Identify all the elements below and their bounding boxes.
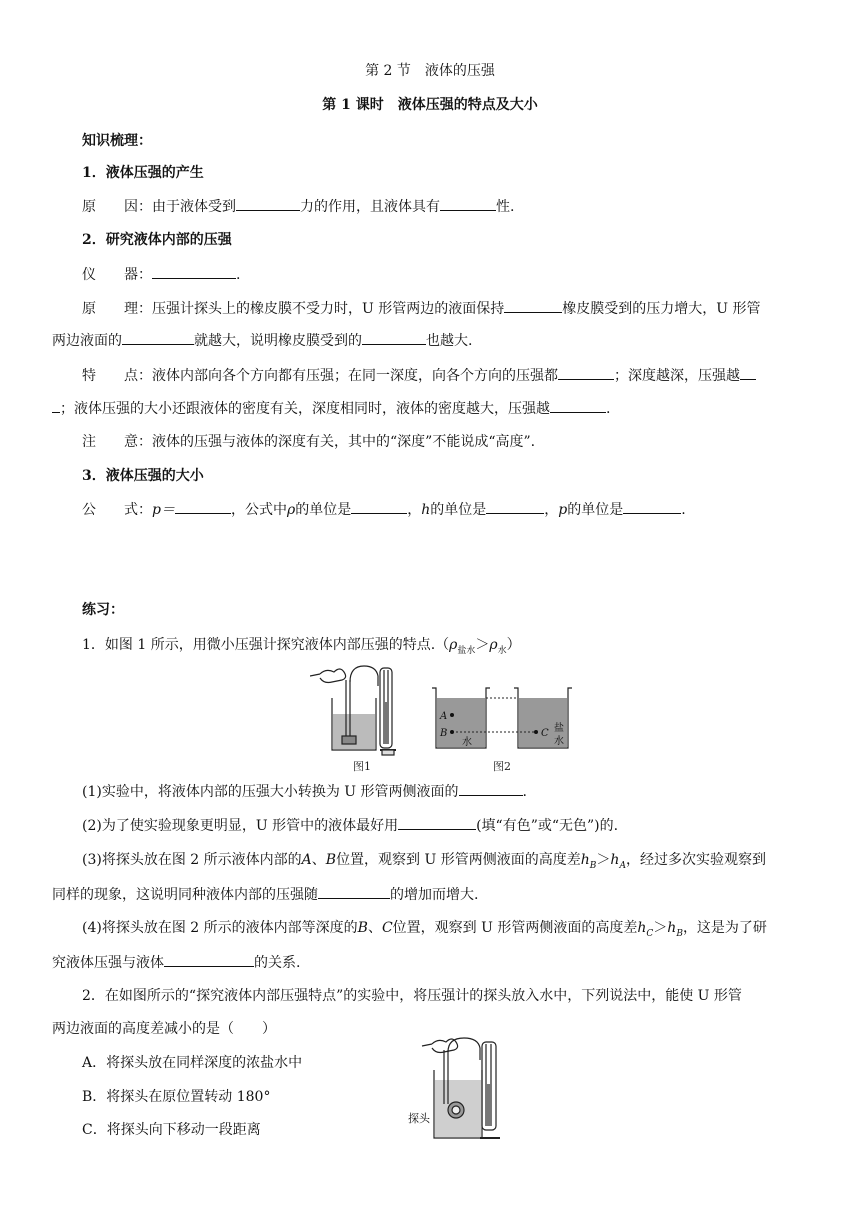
blank[interactable] xyxy=(164,952,254,967)
heading-liquid-pressure-origin: 1．液体压强的产生 xyxy=(82,165,204,181)
blank[interactable] xyxy=(318,884,390,899)
q1-sub3-line2: 同样的现象，这说明同种液体内部的压强随 的增加而增大. xyxy=(52,884,478,905)
blank[interactable] xyxy=(152,264,236,279)
blank[interactable] xyxy=(362,330,426,345)
q2-option-b[interactable]: B．将探头在原位置转动 180° xyxy=(82,1089,271,1105)
q2-figure xyxy=(404,1034,514,1146)
q1-sub3-line1: (3)将探头放在图 2 所示液体内部的A、B位置，观察到 U 形管两侧液面的高度差$h_B>h_A$，经过多次实验观察到 xyxy=(82,852,766,871)
feature-line-1: 特 点：液体内部向各个方向都有压强；在同一深度，向各个方向的压强都 ；深度越深，压强越 xyxy=(82,365,756,386)
blank[interactable] xyxy=(459,781,523,796)
blank[interactable] xyxy=(504,298,562,313)
q1-sub1: (1)实验中，将液体内部的压强大小转换为 U 形管两侧液面的 . xyxy=(82,781,527,802)
blank[interactable] xyxy=(486,499,544,514)
feature-line-2: ；液体压强的大小还跟液体的密度有关，深度相同时，液体的密度越大，压强越 . xyxy=(52,398,610,419)
blank[interactable] xyxy=(122,330,194,345)
q2-probe-label: 探头 xyxy=(408,1112,430,1125)
principle-line-1: 原 理：压强计探头上的橡皮膜不受力时，U 形管两边的液面保持 橡皮膜受到的压力增大，U 形管 xyxy=(82,298,761,319)
heading-research-internal-pressure: 2．研究液体内部的压强 xyxy=(82,232,232,248)
cause-line: 原 因：由于液体受到 力的作用，且液体具有 性. xyxy=(82,196,514,217)
formula-line: 公 式：p＝ ，公式中ρ的单位是 ，h的单位是 ，p的单位是 . xyxy=(82,499,686,520)
fig2-label-a: A xyxy=(440,711,448,722)
blank[interactable] xyxy=(440,196,496,211)
q1-figures xyxy=(310,658,580,778)
blank[interactable] xyxy=(550,398,606,413)
blank[interactable] xyxy=(175,499,231,514)
blank[interactable] xyxy=(740,365,756,380)
q2-stem-line2: 两边液面的高度差减小的是（ ） xyxy=(52,1021,276,1037)
fig2-label-salt-water: 水 xyxy=(554,736,564,747)
fig2-label-b: B xyxy=(440,728,448,739)
note-line: 注 意：液体的压强与液体的深度有关，其中的“深度”不能说成“高度”. xyxy=(82,434,536,450)
fig2-label-salt: 盐 xyxy=(554,723,564,734)
section-title: 第 2 节 液体的压强 xyxy=(365,63,495,79)
q1-stem: 1．如图 1 所示，用微小压强计探究液体内部压强的特点$.(\rho_{盐水}>\rho_水)$ xyxy=(82,637,521,656)
q2-stem-line1: 2．在如图所示的“探究液体内部压强特点”的实验中，将压强计的探头放入水中，下列说法中，能使 U 形管 xyxy=(82,988,742,1004)
q1-sub2: (2)为了使实验现象更明显，U 形管中的液体最好用 (填“有色”或“无色”)的. xyxy=(82,815,618,836)
fig1-caption: 图1 xyxy=(353,760,371,773)
q1-sub4-line2: 究液体压强与液体 的关系. xyxy=(52,952,300,973)
q1-sub4-line1: (4)将探头放在图 2 所示的液体内部等深度的B、C位置，观察到 U 形管两侧液面的高度差$h_C>h_B$，这是为了研 xyxy=(82,920,767,939)
fig2-label-c: C xyxy=(541,728,549,739)
q2-option-a[interactable]: A．将探头放在同样深度的浓盐水中 xyxy=(82,1055,303,1071)
lesson-title: 第 1 课时 液体压强的特点及大小 xyxy=(322,97,538,113)
blank[interactable] xyxy=(558,365,614,380)
fig2-caption: 图2 xyxy=(493,760,511,773)
blank[interactable] xyxy=(398,815,476,830)
practice-heading: 练习： xyxy=(82,602,124,618)
principle-line-2: 两边液面的 就越大，说明橡皮膜受到的 也越大. xyxy=(52,330,472,351)
blank[interactable] xyxy=(236,196,300,211)
summary-heading: 知识梳理： xyxy=(82,133,152,149)
fig2-label-water: 水 xyxy=(462,737,472,748)
instrument-line: 仪 器： . xyxy=(82,264,240,285)
blank[interactable] xyxy=(351,499,407,514)
fig2-beakers xyxy=(432,688,572,748)
heading-pressure-magnitude: 3．液体压强的大小 xyxy=(82,468,204,484)
blank[interactable] xyxy=(52,398,60,413)
blank[interactable] xyxy=(623,499,681,514)
fig1-apparatus xyxy=(310,666,396,755)
q2-option-c[interactable]: C．将探头向下移动一段距离 xyxy=(82,1122,261,1138)
